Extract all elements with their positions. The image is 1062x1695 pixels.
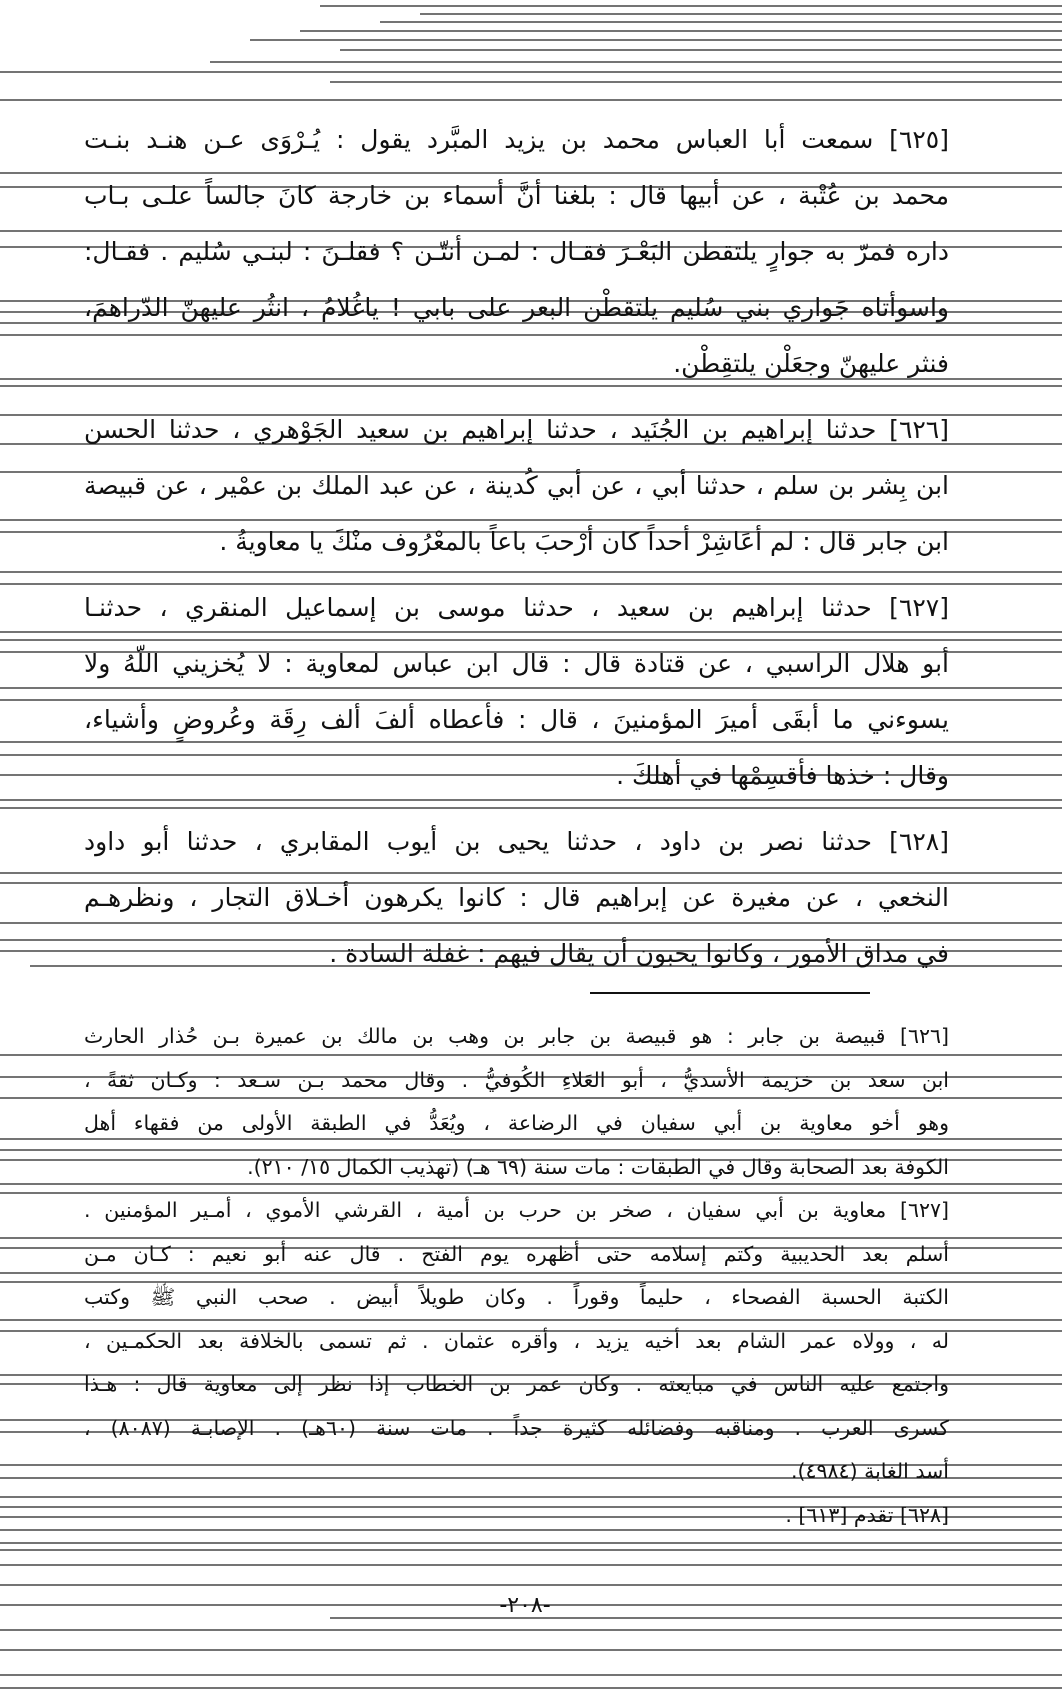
paragraph-625 — [84, 112, 949, 392]
note-line: [٦٢٧] معاوية بن أبي سفيان ، صخر بن حرب بن أمية ، القرشي الأموي ، أمـير المؤمنين . — [84, 1198, 949, 1222]
note-line: [٦٢٦] قبيصة بن جابر : هو قبيصة بن جابر بن وهب بن مالك بن عميرة بـن حُذار الحارث — [84, 1024, 949, 1048]
text-line: داره فمرّ به جوارٍ يلتقطن البَعْـرَ فقـال : لمـن أنتّـن ؟ فقلـنَ : لبنـي سُليم . فقـال: — [84, 237, 949, 266]
note-line: الكوفة بعد الصحابة وقال في الطبقات : مات سنة (٦٩ هـ) (تهذيب الكمال ١٥/ ٢١٠). — [247, 1154, 949, 1179]
text-line: محمد بن عُتْبة ، عن أبيها قال : بلغنا أنَّ أسماء بن خارجة كانَ جالساً علـى بـاب — [84, 181, 949, 210]
note-line: الكتبة الحسبة الفصحاء ، حليماً وقوراً . وكان طويلاً أبيض . صحب النبي ﷺ وكتب — [84, 1285, 949, 1309]
text-line: وقال : خذها فأقسِمْها في أهلكَ . — [616, 761, 949, 790]
footnote-626 — [84, 1015, 949, 1189]
footnote-627 — [84, 1189, 949, 1494]
note-line: أسلم بعد الحديبية وكتم إسلامه حتى أظهره يوم الفتح . قال عنه أبو نعيم : كـان مـن — [84, 1241, 949, 1266]
text-line: [٦٢٧] حدثنا إبراهيم بن سعيد ، حدثنا موسى بن إسماعيل المنقري ، حدثنـا — [84, 593, 949, 622]
text-line: النخعي ، عن مغيرة عن إبراهيم قال : كانوا يكرهون أخـلاق التجار ، ونظرهـم — [84, 883, 949, 912]
note-line: واجتمع عليه الناس في مبايعته . وكان عمر بن الخطاب إذا نظر إلى معاوية قال : هـذا — [84, 1372, 949, 1396]
text-line: يسوءني ما أبقَى أميرَ المؤمنينَ ، قال : فأعطاه ألفَ ألف رِقَة وعُروضٍ وأشياء، — [84, 705, 949, 734]
text-line: في مداق الأمور ، وكانوا يحبون أن يقال فيهم : غفلة السادة . — [329, 939, 949, 968]
text-line: [٦٢٨] حدثنا نصر بن داود ، حدثنا يحيى بن أيوب المقابري ، حدثنا أبو داود — [84, 827, 949, 856]
text-line: ابن جابر قال : لم أعَاشِرْ أحداً كان أرْحبَ باعاً بالمعْرُوف منْكَ يا معاويةُ . — [219, 527, 949, 556]
note-line: ابن سعد بن خزيمة الأسديُّ ، أبو العَلاءِ الكُوفيُّ . وقال محمد بـن سـعد : وكـان ثقةً ، — [84, 1067, 949, 1092]
text-line: [٦٢٦] حدثنا إبراهيم بن الجُنَيد ، حدثنا إبراهيم بن سعيد الجَوْهري ، حدثنا الحسن — [84, 415, 949, 444]
note-line: له ، وولاه عمر الشام بعد أخيه يزيد ، وأقره عثمان . ثم تسمى بالخلافة بعد الحكمـين ، — [84, 1328, 949, 1353]
paragraph-628 — [84, 814, 949, 982]
note-line: أسد الغابة (٤٩٨٤). — [791, 1459, 949, 1483]
note-line: [٦٢٨] تقدم [٦١٣] . — [785, 1502, 949, 1527]
paragraph-626 — [84, 402, 949, 570]
main-text — [84, 112, 949, 982]
text-line: واسوأتاه جَواري بني سُليم يلتقطْن البعر على بابي ! ياغُلامُ ، انثُر عليهنّ الدّراهمَ، — [84, 293, 949, 322]
footnotes — [84, 1015, 949, 1537]
footnote-separator — [590, 992, 870, 994]
text-line: فنثر عليهنّ وجعَلْن يلتقِطْن. — [673, 349, 949, 378]
footnote-628 — [84, 1494, 949, 1538]
note-line: وهو أخو معاوية بن أبي سفيان في الرضاعة ، ويُعَدُّ في الطبقة الأولى من فقهاء أهل — [84, 1111, 949, 1135]
text-line: ابن بِشر بن سلم ، حدثنا أبي ، عن أبي كُدينة ، عن عبد الملك بن عمْير ، عن قبيصة — [84, 471, 949, 500]
text-line: [٦٢٥] سمعت أبا العباس محمد بن يزيد المبَّرد يقول : يُـرْوَى عـن هنـد بنـت — [84, 125, 949, 154]
paragraph-627 — [84, 580, 949, 804]
page-number: -٢٠٨- — [499, 1593, 551, 1618]
note-line: كسرى العرب . ومناقبه وفضائله كثيرة جداً . مات سنة (٦٠هـ) . الإصابـة (٨٠٨٧) ، — [84, 1415, 949, 1440]
text-line: أبو هلال الراسبي ، عن قتادة قال : قال ابن عباس لمعاوية : لا يُخزيني اللّهُ ولا — [84, 649, 949, 678]
